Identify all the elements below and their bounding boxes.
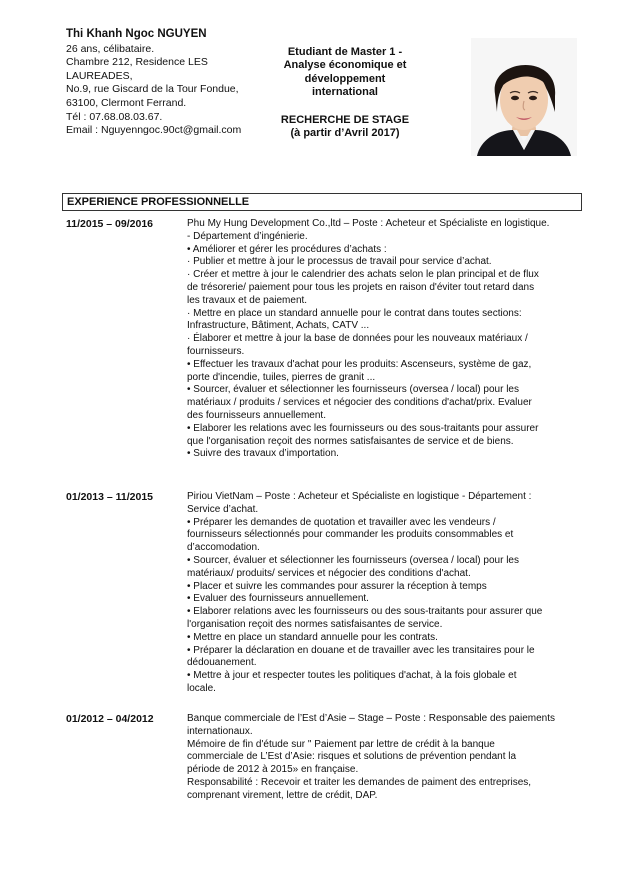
description-line: • Elaborer les relations avec les fournisseurs ou des sous-traitants pour assurer — [187, 422, 539, 434]
degree-title-line: Analyse économique et — [283, 59, 407, 72]
description-line: Banque commerciale de l’Est d’Asie – Stage – Poste : Responsable des paiements — [187, 713, 555, 724]
description-line: comprenant virement, lettre de crédit, DAP. — [187, 789, 378, 801]
description-line: Piriou VietNam – Poste : Acheteur et Spécialiste en logistique - Département : — [187, 491, 532, 502]
description-line: Responsabilité : Recevoir et traiter les demandes de paiment des entreprises, — [187, 776, 532, 788]
description-line: que l'organisation reçoit des normes satisfaisantes de service et de biens. — [187, 435, 514, 447]
description-line: · Créer et mettre à jour le calendrier des achats selon le plan principal et de flux — [187, 269, 539, 281]
description-line: matériaux / produits / services et négocier des conditions d'achat/prix. Evaluer — [187, 397, 532, 409]
description-line: d’accomodation. — [187, 542, 260, 554]
description-line: • Préparer la déclaration en douane et de travailler avec les transitaires pour le — [187, 644, 535, 656]
experience-dates: 01/2012 – 04/2012 — [66, 713, 154, 725]
description-line: des fournisseurs annuellement. — [187, 409, 326, 421]
experience-description — [187, 218, 583, 461]
description-line: Mémoire de fin d'étude sur " Paiement par lettre de crédit à la banque — [187, 738, 495, 750]
email-line: Email : Nguyenngoc.90ct@gmail.com — [66, 124, 242, 137]
contact-line: 26 ans, célibataire. — [66, 42, 155, 55]
experience-description — [187, 713, 583, 803]
contact-line: Chambre 212, Residence LES — [66, 56, 208, 69]
description-line: Phu My Hung Development Co.,ltd – Poste : Acheteur et Spécialiste en logistique. — [187, 218, 550, 229]
contact-line: 63100, Clermont Ferrand. — [66, 96, 187, 109]
contact-line: No.9, rue Giscard de la Tour Fondue, — [66, 83, 239, 96]
contact-block — [66, 28, 261, 138]
description-line: période de 2012 à 2015» en française. — [187, 764, 359, 776]
description-line: • Préparer les demandes de quotation et travailler avec les vendeurs / — [187, 516, 496, 528]
section-title: EXPERIENCE PROFESSIONNELLE — [67, 196, 250, 208]
description-line: · Élaborer et mettre à jour la base de données pour les nouveaux matériaux / — [187, 333, 528, 345]
degree-title-line: développement — [304, 72, 386, 85]
phone-line: Tél : 07.68.08.03.67. — [66, 110, 163, 123]
description-line: Service d’achat. — [187, 503, 259, 515]
search-line: RECHERCHE DE STAGE — [280, 113, 410, 126]
description-line: • Améliorer et gérer les procédures d’achats : — [187, 243, 387, 255]
description-line: de trésorerie/ paiement pour tous les projets en raison d'éviter tout retard dans — [187, 281, 535, 293]
contact-line: LAUREADES, — [66, 69, 133, 82]
description-line: • Mettre en place un standard annuelle pour les contrats. — [187, 631, 438, 643]
description-line: locale. — [187, 682, 216, 694]
description-line: Infrastructure, Bâtiment, Achats, CATV ... — [187, 320, 370, 332]
description-line: l'organisation reçoit des normes satisfaisantes de service. — [187, 618, 443, 630]
section-header-experience — [62, 193, 582, 211]
description-line: commerciale de L’Est d’Asie: risques et solutions de prévention pendant la — [187, 751, 517, 763]
description-line: fournisseurs. — [187, 345, 245, 357]
description-line: • Sourcer, évaluer et sélectionner les fournisseurs (oversea / local) pour les — [187, 554, 519, 566]
description-line: • Placer et suivre les commandes pour assurer la réception à temps — [187, 580, 487, 592]
description-line: · Publier et mettre à jour le processus de travail pour service d’achat. — [187, 256, 492, 268]
description-line: • Effectuer les travaux d'achat pour les produits: Ascenseurs, système de gaz, — [187, 358, 532, 370]
description-line: dédouanement. — [187, 657, 257, 669]
description-line: fournisseurs sélectionnés pour commander les produits consommables et — [187, 529, 514, 541]
search-line: (à partir d’Avril 2017) — [290, 127, 400, 140]
description-line: • Evaluer des fournisseurs annuellement. — [187, 593, 369, 605]
description-line: • Elaborer relations avec les fournisseurs ou des sous-traitants pour assurer que — [187, 606, 543, 618]
description-line: les travaux et de paiement. — [187, 294, 308, 306]
description-line: · Mettre en place un standard annuelle pour le contrat dans toutes sections: — [187, 307, 522, 319]
headline-block — [252, 46, 438, 140]
description-line: • Sourcer, évaluer et sélectionner les fournisseurs (oversea / local) pour les — [187, 384, 519, 396]
description-line: internationaux. — [187, 725, 253, 737]
description-line: matériaux/ produits/ services et négocier des conditions d'achat. — [187, 567, 471, 579]
degree-title-line: Etudiant de Master 1 - — [287, 46, 403, 58]
portrait-image — [471, 38, 577, 156]
experience-description — [187, 491, 583, 696]
description-line: • Suivre des travaux d’importation. — [187, 448, 339, 460]
degree-title-line: international — [311, 86, 378, 99]
candidate-name: Thi Khanh Ngoc NGUYEN — [66, 28, 207, 40]
experience-dates: 11/2015 – 09/2016 — [66, 218, 154, 230]
description-line: - Département d’ingénierie. — [187, 230, 308, 242]
description-line: porte d'incendie, tuiles, pierres de granit ... — [187, 371, 376, 383]
experience-dates: 01/2013 – 11/2015 — [66, 491, 154, 503]
profile-photo — [471, 38, 577, 156]
description-line: • Mettre à jour et respecter toutes les politiques d'achat, à la fois globale et — [187, 670, 517, 682]
